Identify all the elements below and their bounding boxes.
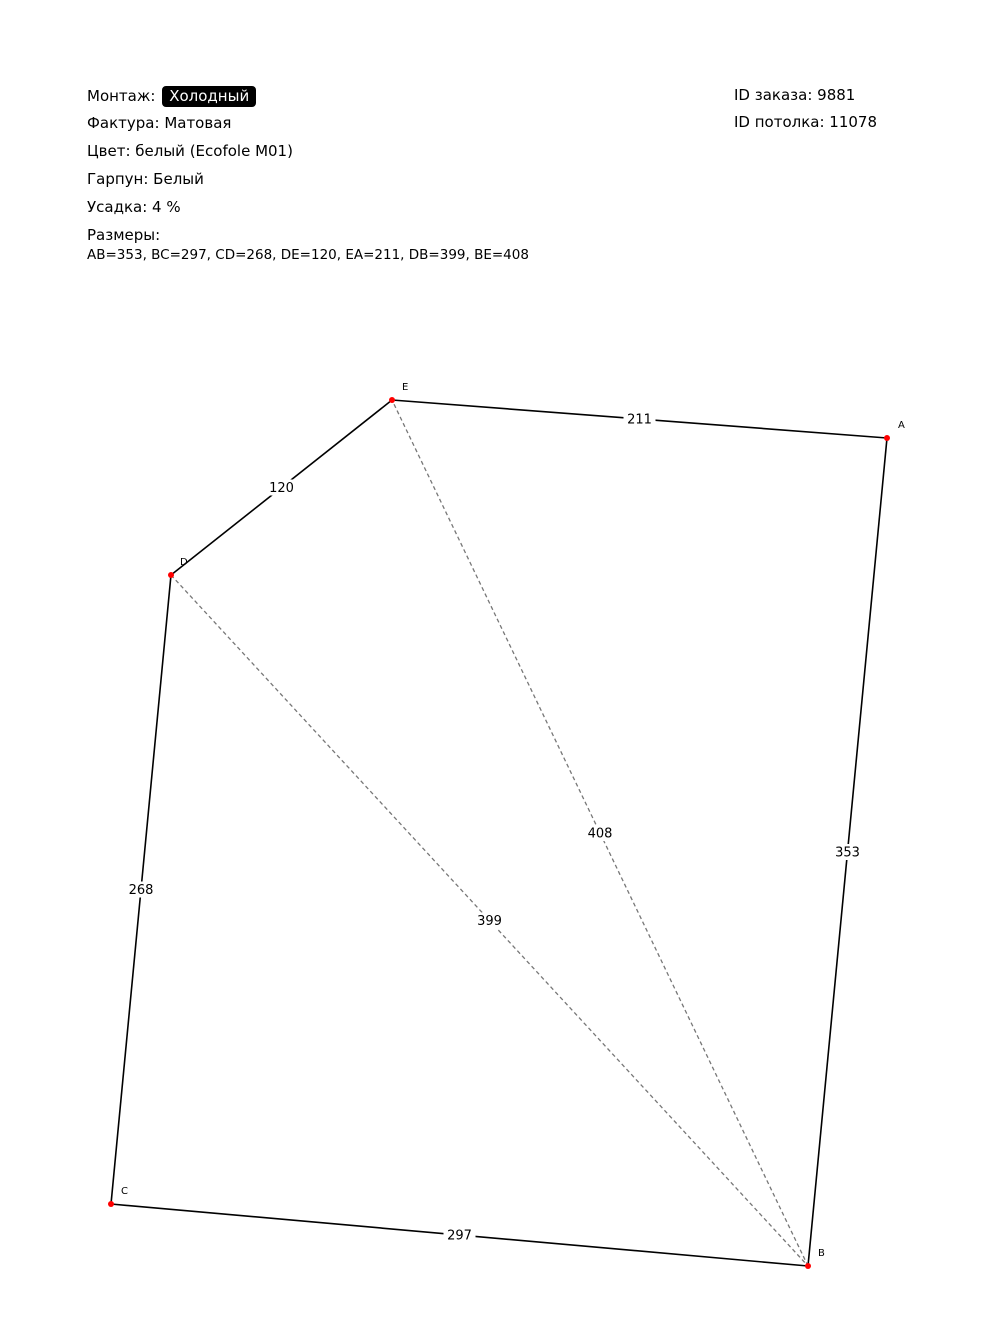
vertex-d-point xyxy=(168,572,174,578)
sizes-label: Размеры: xyxy=(87,226,161,244)
harpoon-line: Гарпун: Белый xyxy=(87,170,204,188)
color-line: Цвет: белый (Ecofole M01) xyxy=(87,142,293,160)
vertex-b-label: B xyxy=(818,1248,825,1259)
mount-badge: Холодный xyxy=(162,86,256,107)
edge-ab-length-label: 353 xyxy=(835,845,860,861)
diagonal-db-length-label: 399 xyxy=(477,914,502,929)
sizes-value: AB=353, BC=297, CD=268, DE=120, EA=211, DB=399, BE=408 xyxy=(87,247,529,263)
edge-cd-length-label: 268 xyxy=(128,883,154,898)
vertex-e-point xyxy=(389,397,395,403)
edges-layer xyxy=(111,400,887,1266)
ceiling-id: ID потолка: 11078 xyxy=(734,113,878,131)
vertex-a-point xyxy=(884,435,890,441)
vertex-c-label: C xyxy=(121,1186,128,1197)
order-id: ID заказа: 9881 xyxy=(734,86,856,104)
edge-labels-layer xyxy=(125,411,864,1244)
shrink-line: Усадка: 4 % xyxy=(87,198,181,216)
vertex-a-label: A xyxy=(898,420,905,431)
edge-ea-length-label: 211 xyxy=(627,412,652,428)
texture-line: Фактура: Матовая xyxy=(87,114,232,132)
vertex-b-point xyxy=(805,1263,811,1269)
edge-bc-length-label: 297 xyxy=(447,1228,472,1244)
vertex-e-label: E xyxy=(402,382,409,393)
diagonal-be-length-label: 408 xyxy=(587,826,613,842)
diagonals-layer xyxy=(171,400,808,1266)
vertex-c-point xyxy=(108,1201,114,1207)
vertices-layer xyxy=(108,382,905,1269)
mount-label: Монтаж: xyxy=(87,87,156,105)
edge-de-length-label: 120 xyxy=(269,481,294,496)
vertex-d-label: D xyxy=(180,557,188,568)
